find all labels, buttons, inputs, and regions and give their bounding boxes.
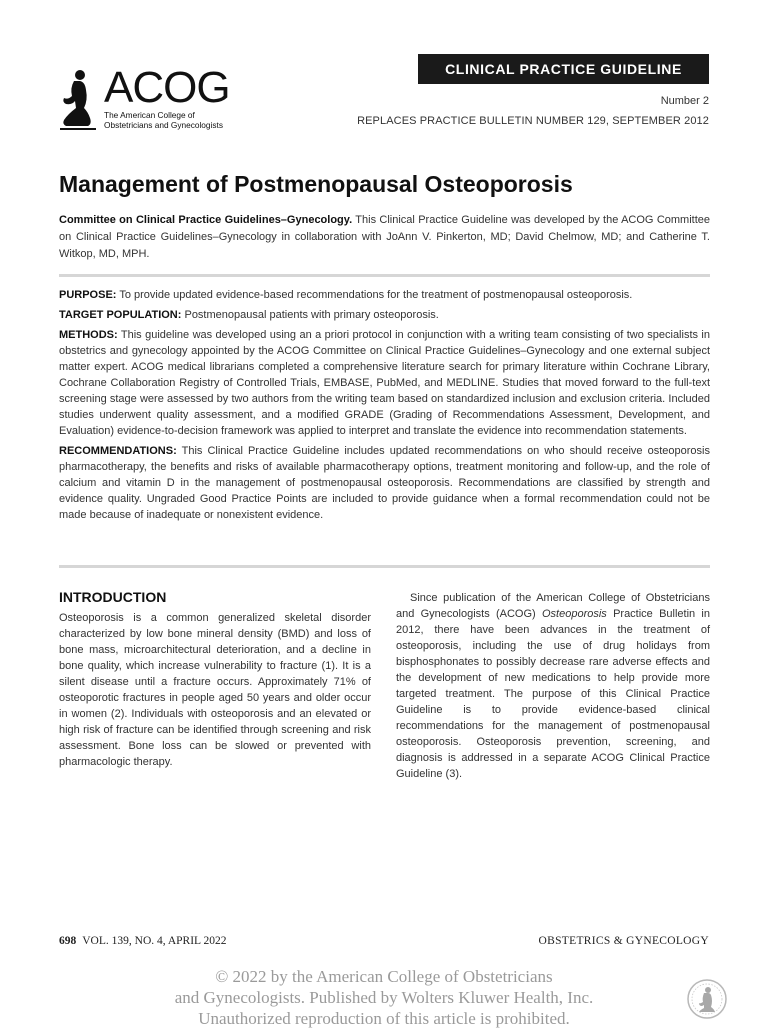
copyright-notice (0, 966, 768, 1029)
abstract-text: To provide updated evidence-based recommendations for the treatment of postmenopausal osteoporosis. (116, 289, 633, 301)
paragraph-text: Since publication of the American College of Obstetricians and Gynecologists (ACOG) (396, 592, 710, 620)
section-divider (59, 274, 710, 277)
guideline-banner: CLINICAL PRACTICE GUIDELINE (418, 54, 709, 84)
page-title: Management of Postmenopausal Osteoporosis (59, 171, 573, 197)
volume-info: VOL. 139, NO. 4, APRIL 2022 (82, 935, 227, 947)
logo-subtitle-line: Obstetricians and Gynecologists (104, 120, 223, 130)
abstract-purpose (59, 287, 710, 303)
abstract-text: This guideline was developed using an a priori protocol in conjunction with a writing team consisting of two specialists in obstetrics and gynecology appointed by the ACOG Committee on Clinical Practice Guidelines–Gynecology and one external subject matter expert. ACOG medical librarians completed a comprehensive literature search for primary literature within Cochrane Library, Cochrane Collaboration Registry of Controlled Trials, EMBASE, PubMed, and MEDLINE. Studies that moved forward to the full-text screening stage were assessed by two authors from the writing team based on standardized inclusion and exclusion criteria. Included studies underwent quality assessment, and a modified GRADE (Grading of Recommendations Assessment, Development, and Evaluation) evidence-to-decision framework was applied to interpret and translate the evidence into recommendation statements. (59, 329, 710, 437)
abstract-label: PURPOSE: (59, 289, 117, 301)
acog-logo-subtitle (104, 110, 223, 130)
abstract-text: This Clinical Practice Guideline includes updated recommendations on who should receive osteoporosis pharmacotherapy, the benefits and risks of available pharmacotherapy options, treatment monitoring and follow-up, and the role of calcium and vitamin D in the management of postmenopausal osteoporosis. Recommendations are classified by strength and evidence quality. Ungraded Good Practice Points are included to provide guidance when a formal recommendation could not be made because of inadequate or nonexistent evidence. (59, 445, 710, 521)
abstract-methods (59, 327, 710, 439)
abstract-label: METHODS: (59, 329, 118, 341)
section-divider (59, 565, 710, 568)
acog-seal-icon (686, 978, 728, 1020)
abstract-label: RECOMMENDATIONS: (59, 445, 177, 457)
abstract-block (59, 287, 710, 527)
footer-citation (59, 935, 227, 947)
committee-byline (59, 212, 710, 263)
paragraph-text: Practice Bulletin in 2012, there have been advances in the treatment of osteoporosis, including the use of drug holidays from bisphosphonates to possibly decrease rare adverse effects and the development of new medications to help provide more targeted treatment. The purpose of this Clinical Practice Guideline is to provide evidence-based clinical recommendations for the management of postmenopausal osteoporosis. Osteoporosis prevention, screening, and diagnosis is addressed in a separate ACOG Clinical Practice Guideline (3). (396, 608, 710, 780)
abstract-text: Postmenopausal patients with primary osteoporosis. (181, 309, 439, 321)
copyright-line: © 2022 by the American College of Obstetricians (215, 967, 553, 986)
page-number: 698 (59, 935, 77, 947)
abstract-target-population (59, 307, 710, 323)
introduction-paragraph-left: Osteoporosis is a common generalized skeletal disorder characterized by low bone mineral density (BMD) and loss of bone mass, microarchitectural deterioration, and a decline in bone quality, which increase vulnerability to fracture (1). It is a silent disease until a fracture occurs. Approximately 71% of osteoporotic fractures in people aged 50 years and older occur in women (2). Individuals with osteoporosis and an elevated or high risk of fracture can be identified through screening and risk assessment. Bone loss can be slowed or prevented with pharmacologic therapy. (59, 612, 371, 768)
abstract-recommendations (59, 443, 710, 523)
committee-description: This Clinical Practice Guideline was developed by the ACOG Committee on Clinical Practice Guidelines–Gynecology in collaboration with JoAnn V. Pinkerton, MD; David Chelmow, MD; and Catherine T. Witkop, MD, MPH. (59, 214, 710, 260)
paragraph-italic-title: Osteoporosis (541, 608, 607, 620)
journal-name: OBSTETRICS & GYNECOLOGY (538, 935, 709, 947)
committee-name: Committee on Clinical Practice Guidelines–Gynecology. (59, 214, 353, 226)
acog-logo-figure-icon (58, 68, 98, 130)
acog-logo-wordmark: ACOG (104, 63, 230, 112)
guideline-number: Number 2 (660, 95, 709, 107)
abstract-label: TARGET POPULATION: (59, 309, 182, 321)
logo-subtitle-line: The American College of (104, 110, 195, 120)
copyright-line: Unauthorized reproduction of this article is prohibited. (198, 1009, 570, 1028)
introduction-paragraph-right (396, 590, 710, 782)
introduction-heading: INTRODUCTION (59, 589, 167, 605)
copyright-line: and Gynecologists. Published by Wolters Kluwer Health, Inc. (174, 988, 594, 1007)
replaces-note: REPLACES PRACTICE BULLETIN NUMBER 129, SEPTEMBER 2012 (357, 115, 709, 127)
